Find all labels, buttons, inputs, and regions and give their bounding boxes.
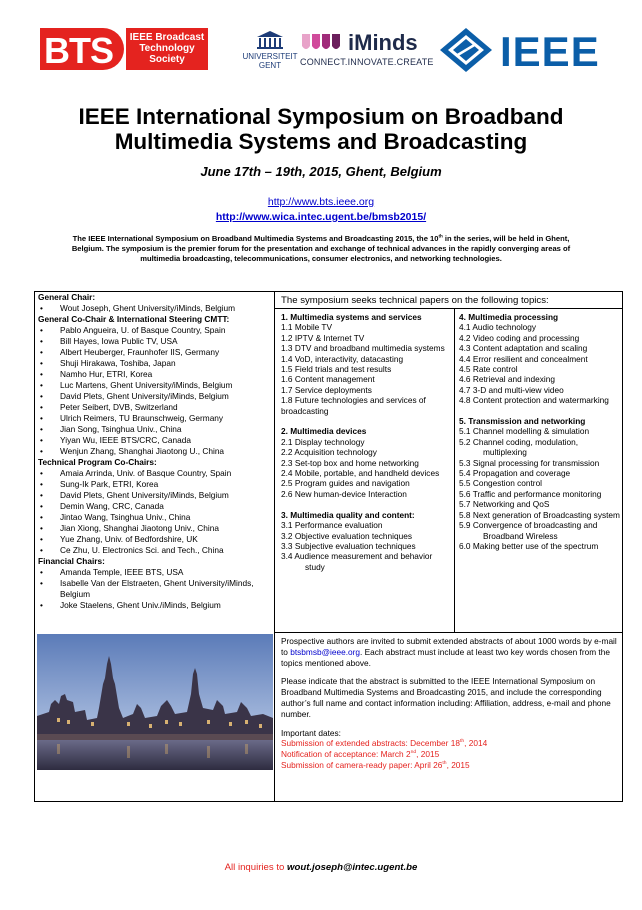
topic-item: 2.1 Display technology [281,436,365,447]
committee-member: • Ulrich Reimers, TU Braunschweig, Germany [38,413,274,424]
topic-item: 1.4 VoD, interactivity, datacasting [281,353,404,364]
topic-item: 1.6 Content management [281,374,375,385]
committee-member: • Peter Seibert, DVB, Switzerland [38,402,274,413]
committee-member: • David Plets, Ghent University/iMinds, Belgium [38,391,274,402]
committee-member: • Namho Hur, ETRI, Korea [38,369,274,380]
bts-society-name [126,28,208,70]
committee-heading: General Chair: [38,292,96,302]
iminds-tagline: CONNECT.INNOVATE.CREATE [300,57,434,67]
topic-item: 4.4 Error resilient and concealment [459,353,588,364]
committee-member: • Sung-Ik Park, ETRI, Korea [38,479,274,490]
table-divider [274,291,275,802]
table-divider [274,308,623,309]
topics-heading: The symposium seeks technical papers on the following topics: [281,295,549,306]
bts-name-line: Society [149,54,185,65]
symposium-url-link[interactable]: http://www.wica.intec.ugent.be/bmsb2015/ [215,211,427,223]
topic-item: 5.8 Next generation of Broadcasting system [459,509,620,520]
topic-item: 3.4 Audience measurement and behavior study [281,551,433,572]
title-line: IEEE International Symposium on Broadband [78,104,564,129]
table-divider [454,308,455,632]
university-building-icon [256,30,284,50]
title-line: Multimedia Systems and Broadcasting [114,129,528,154]
topic-item: 1.8 Future technologies and services of broadcasting [281,395,426,416]
topic-item: 1.5 Field trials and test results [281,364,392,375]
ugent-line: GENT [258,61,282,70]
date-sup: th [442,760,447,767]
topic-group-title: 5. Transmission and networking [459,416,586,427]
committee-member: • Demin Wang, CRC, Canada [38,501,274,512]
iminds-word: iMinds [348,30,418,55]
topic-group-title: 1. Multimedia systems and services [281,312,422,322]
ieee-logo [438,26,618,74]
intro-text: in the series, will be held in Ghent, Belgium. The symposium is the premier forum for the presentation and exchange of technical advances in the rapidly converging areas of multimedia broadcasting, telecommunications, consumer electronics, and networking technologies. [71,234,571,263]
topic-item: 6.0 Making better use of the spectrum [459,540,599,551]
topic-item: 4.1 Audio technology [459,322,537,333]
committee-list [38,292,274,611]
date-sup: nd [410,749,417,756]
date-text: , 2014 [464,738,488,749]
dates-label: Important dates: [281,727,341,738]
date-text: , 2015 [446,759,470,770]
submission-paragraph [281,636,617,668]
topics-column-left [281,312,451,572]
committee-member: • Amaia Arrinda, Univ. of Basque Country, Spain [38,468,274,479]
ieee-diamond-icon [438,26,494,74]
intro-paragraph [58,234,584,264]
committee-member: • Shuji Hirakawa, Toshiba, Japan [38,358,274,369]
bts-name-line: Technology [139,43,195,54]
inquiries-footer [0,862,642,873]
topic-item: 5.9 Convergence of broadcasting and Broadband Wireless [459,520,598,541]
bts-logo [40,28,208,70]
committee-member: • Albert Heuberger, Fraunhofer IIS, Germany [38,347,274,358]
topic-item: 2.4 Mobile, portable, and handheld devices [281,468,440,479]
topic-group-title: 2. Multimedia devices [281,426,367,437]
committee-member: • Amanda Temple, IEEE BTS, USA [38,567,274,578]
intro-sup: th [438,233,443,239]
topic-item: 3.3 Subjective evaluation techniques [281,540,416,551]
committee-member: • Jian Song, Tsinghua Univ., China [38,424,274,435]
ieee-word: IEEE [500,28,600,75]
topic-item: 1.1 Mobile TV [281,322,333,333]
intro-text: The IEEE International Symposium on Broadband Multimedia Systems and Broadcasting 2015, the 10 [72,234,439,243]
event-dates: June 17th – 19th, 2015, Ghent, Belgium [200,164,442,179]
topic-item: 2.6 New human-device Interaction [281,488,407,499]
bts-name-line: IEEE Broadcast [129,32,205,43]
bts-url-link[interactable]: http://www.bts.ieee.org [267,196,375,208]
topic-item: 1.3 DTV and broadband multimedia systems [281,343,445,354]
topic-item: 2.3 Set-top box and home networking [281,457,419,468]
committee-heading: Technical Program Co-Chairs: [38,457,157,467]
topic-item: 5.2 Channel coding, modulation, multiplexing [459,436,579,458]
topic-group-title: 4. Multimedia processing [459,312,559,322]
topics-column-right [459,312,621,551]
table-divider [274,632,623,633]
important-date [281,738,617,749]
committee-member: • Joke Staelens, Ghent Univ./iMinds, Belgium [38,600,274,611]
committee-member: • Bill Hayes, Iowa Public TV, USA [38,336,274,347]
committee-member: • Ce Zhu, U. Electronics Sci. and Tech., China [38,545,274,556]
committee-member: • Isabelle Van der Elstraeten, Ghent University/iMinds, Belgium [38,578,274,600]
topic-item: 1.2 IPTV & Internet TV [281,332,365,343]
important-date [281,749,617,760]
topic-item: 4.5 Rate control [459,364,518,375]
date-text: Notification of acceptance: March 2 [281,749,411,760]
topic-item: 5.4 Propagation and coverage [459,468,571,479]
submission-email-link[interactable]: btsbmsb@ieee.org [290,646,360,657]
page-title [0,104,642,154]
date-sup: th [459,738,465,745]
date-text: Submission of camera-ready paper: April 26 [281,759,443,770]
topic-item: 4.8 Content protection and watermarking [459,395,609,406]
ghent-skyline-photo [37,634,273,770]
topic-item: 3.2 Objective evaluation techniques [281,530,412,541]
topic-item: 2.2 Acquisition technology [281,447,377,458]
committee-member: • Jintao Wang, Tsinghua Univ., China [38,512,274,523]
committee-member: • David Plets, Ghent University/iMinds, Belgium [38,490,274,501]
ugent-line: UNIVERSITEIT [242,52,298,61]
topic-group-title: 3. Multimedia quality and content: [281,509,415,520]
submission-text: . Each abstract must include at least two key words chosen from the topics mentioned above. [281,646,610,668]
submission-info [281,636,617,771]
topic-item: 4.7 3-D and multi-view video [459,384,564,395]
committee-member: • Wout Joseph, Ghent University/iMinds, Belgium [38,303,274,314]
topic-item: 5.5 Congestion control [459,478,543,489]
committee-member: • Yue Zhang, Univ. of Bedfordshire, UK [38,534,274,545]
topic-item: 5.3 Signal processing for transmission [459,457,600,468]
iminds-mark-icon [300,32,344,56]
date-text: , 2015 [416,749,440,760]
inquiries-email-link[interactable]: wout.joseph@intec.ugent.be [287,862,418,873]
committee-heading: Financial Chairs: [38,556,105,566]
bts-mark: BTS [44,30,113,71]
topic-item: 5.7 Networking and QoS [459,499,550,510]
topic-item: 1.7 Service deployments [281,384,372,395]
committee-member: • Luc Martens, Ghent University/iMinds, Belgium [38,380,274,391]
committee-member: • Yiyan Wu, IEEE BTS/CRC, Canada [38,435,274,446]
topic-item: 5.1 Channel modelling & simulation [459,426,590,437]
committee-heading: General Co-Chair & International Steering CMTT: [38,314,230,324]
submission-paragraph: Please indicate that the abstract is submitted to the IEEE International Symposium on Broadband Multimedia Systems and Broadcasting 2015, and include the corresponding author’s full name and contact information including: Affiliation, address, e-mail and phone number. [281,676,611,719]
date-text: Submission of extended abstracts: December 18 [281,738,460,749]
committee-member: • Pablo Angueira, U. of Basque Country, Spain [38,325,274,336]
topic-item: 2.5 Program guides and navigation [281,478,410,489]
topic-item: 5.6 Traffic and performance monitoring [459,488,602,499]
topic-item: 4.6 Retrieval and indexing [459,374,555,385]
important-date [281,760,617,771]
submission-text: Prospective authors are invited to submit extended abstracts of about 1000 words by e-mail to [281,636,617,657]
footer-text: All inquiries to [224,862,288,873]
committee-member: • Jian Xiong, Shanghai Jiaotong Univ., China [38,523,274,534]
committee-member: • Wenjun Zhang, Shanghai Jiaotong U., China [38,446,274,457]
topic-item: 4.3 Content adaptation and scaling [459,343,588,354]
iminds-logo [300,30,434,70]
topic-item: 3.1 Performance evaluation [281,520,383,531]
topic-item: 4.2 Video coding and processing [459,332,580,343]
ugent-logo [240,30,300,70]
